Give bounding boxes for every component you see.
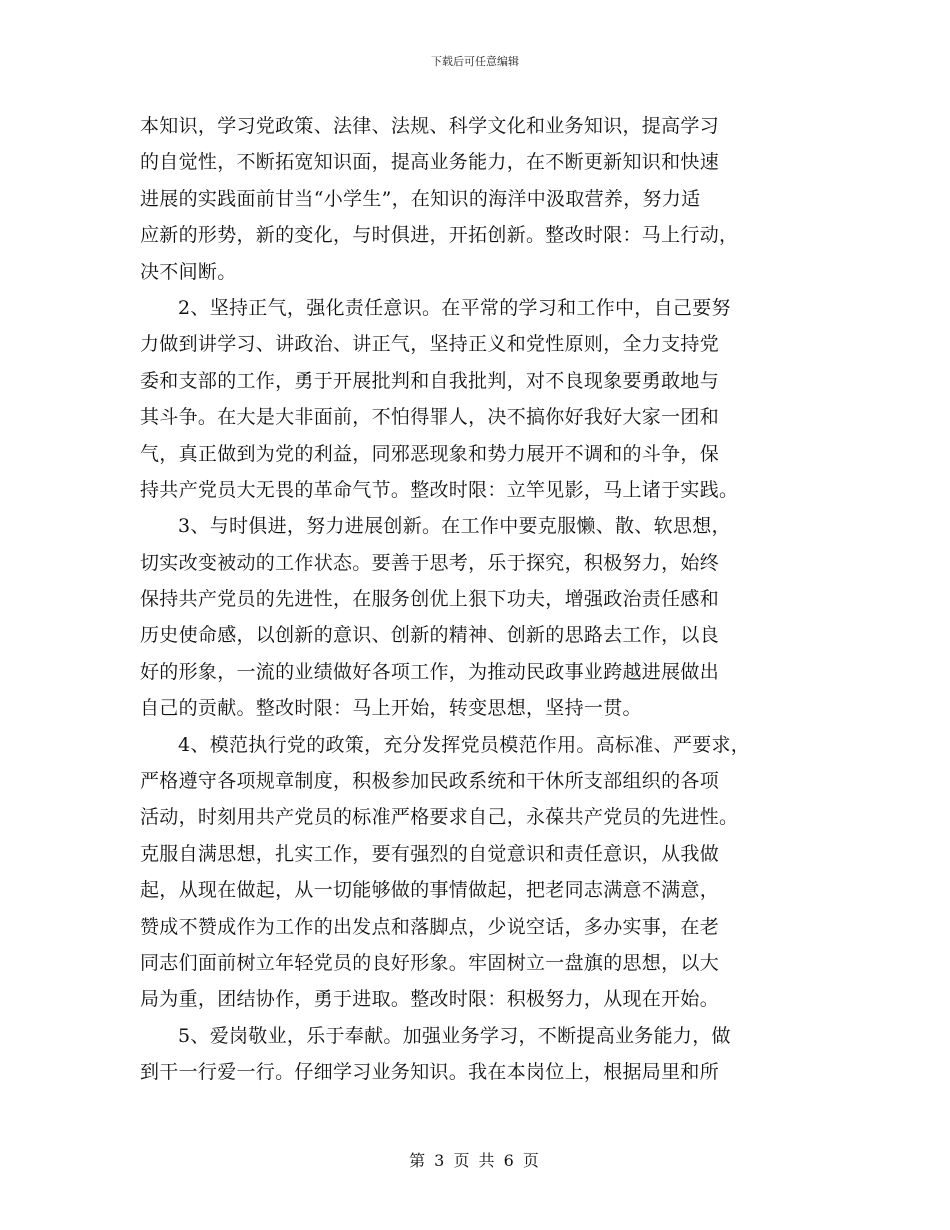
text-line: 其斗争。在大是大非面前，不怕得罪人，决不搞你好我好大家一团和 [140, 406, 720, 429]
text-line: 自己的贡献。整改时限：马上开始，转变思想，坚持一贯。 [140, 697, 642, 720]
paragraph-start-line: 3、与时俱进，努力进展创新。在工作中要克服懒、散、软思想， [178, 515, 731, 538]
page-header: 下载后可任意编辑 [431, 55, 519, 68]
text-line: 进展的实践面前甘当“小学生”，在知识的海洋中汲取营养，努力适 [140, 187, 701, 210]
text-line: 严格遵守各项规章制度，积极参加民政系统和干休所支部组织的各项 [140, 770, 720, 793]
text-line: 历史使命感，以创新的意识、创新的精神、创新的思路去工作，以良 [140, 624, 720, 647]
text-line: 赞成不赞成作为工作的出发点和落脚点，少说空话，多办实事，在老 [140, 915, 720, 938]
text-line: 克服自满思想，扎实工作，要有强烈的自觉意识和责任意识，从我做 [140, 842, 720, 865]
text-line: 同志们面前树立年轻党员的良好形象。牢固树立一盘旗的思想，以大 [140, 951, 720, 974]
text-line: 力做到讲学习、讲政治、讲正气，坚持正义和党性原则，全力支持党 [140, 333, 720, 356]
text-line: 本知识，学习党政策、法律、法规、科学文化和业务知识，提高学习 [140, 115, 720, 137]
paragraph-start-line: 5、爱岗敬业，乐于奉献。加强业务学习，不断提高业务能力，做 [178, 1024, 731, 1047]
paragraph-start-line: 2、坚持正气，强化责任意识。在平常的学习和工作中，自己要努 [178, 296, 731, 319]
text-line: 委和支部的工作，勇于开展批判和自我批判，对不良现象要勇敢地与 [140, 369, 720, 392]
text-line: 持共产党员大无畏的革命气节。整改时限：立竿见影，马上诸于实践。 [140, 478, 739, 501]
text-line: 的自觉性，不断拓宽知识面，提高业务能力，在不断更新知识和快速 [140, 151, 720, 174]
text-line: 气，真正做到为党的利益，同邪恶现象和势力展开不调和的斗争，保 [140, 442, 720, 465]
page-footer: 第 3 页 共 6 页 [409, 1151, 541, 1170]
text-line: 局为重，团结协作，勇于进取。整改时限：积极努力，从现在开始。 [140, 988, 720, 1011]
text-line: 到干一行爱一行。仔细学习业务知识。我在本岗位上，根据局里和所 [140, 1061, 720, 1084]
paragraph-start-line: 4、模范执行党的政策，充分发挥党员模范作用。高标准、严要求， [178, 733, 751, 756]
text-line: 决不间断。 [140, 260, 237, 283]
text-line: 保持共产党员的先进性，在服务创优上狠下功夫，增强政治责任感和 [140, 588, 720, 611]
text-line: 起，从现在做起，从一切能够做的事情做起，把老同志满意不满意， [140, 879, 720, 902]
document-body [140, 108, 820, 1091]
text-line: 切实改变被动的工作状态。要善于思考，乐于探究，积极努力，始终 [140, 551, 720, 574]
text-line: 好的形象，一流的业绩做好各项工作，为推动民政事业跨越进展做出 [140, 660, 720, 683]
text-line: 应新的形势，新的变化，与时俱进，开拓创新。整改时限：马上行动， [140, 224, 739, 247]
text-line: 活动，时刻用共产党员的标准严格要求自己，永葆共产党员的先进性。 [140, 806, 739, 829]
